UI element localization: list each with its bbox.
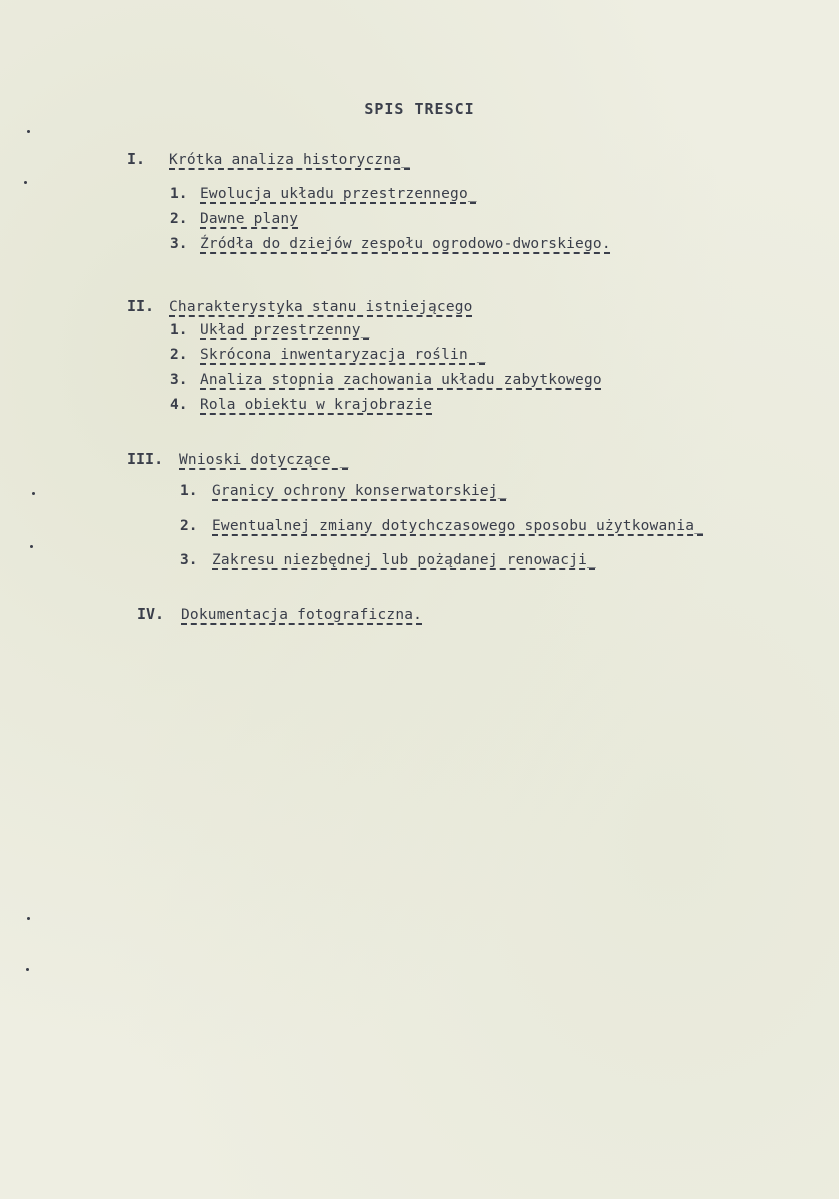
item-title: Skrócona inwentaryzacja roślin _	[200, 347, 486, 363]
section-numeral: I.	[127, 150, 146, 168]
item-title: Granicy ochrony konserwatorskiej_	[212, 483, 507, 499]
toc-item-2-2	[170, 347, 486, 363]
item-title: Rola obiektu w krajobrazie	[200, 397, 433, 413]
section-heading-2	[127, 297, 473, 315]
toc-item-2-4	[170, 397, 432, 413]
item-number: 3.	[170, 372, 188, 388]
margin-speck	[30, 545, 33, 548]
item-number: 1.	[170, 322, 188, 338]
toc-item-2-1	[170, 322, 370, 338]
margin-speck	[27, 130, 30, 133]
item-title: Układ przestrzenny_	[200, 322, 370, 338]
section-heading-3	[127, 450, 349, 468]
toc-item-1-1	[170, 186, 477, 202]
item-title: Analiza stopnia zachowania układu zabytkowego	[200, 372, 602, 388]
toc-item-3-2	[180, 518, 703, 534]
section-numeral: IV.	[137, 605, 165, 623]
item-title: Ewentualnej zmiany dotychczasowego sposobu użytkowania_	[212, 518, 704, 534]
section-heading-4	[137, 605, 422, 623]
toc-item-2-3	[170, 372, 602, 388]
toc-item-3-3	[180, 552, 596, 568]
margin-speck	[32, 492, 35, 495]
section-numeral: III.	[127, 450, 164, 468]
item-number: 1.	[180, 483, 198, 499]
margin-speck	[26, 968, 29, 971]
item-number: 2.	[170, 347, 188, 363]
toc-item-1-2	[170, 211, 298, 227]
section-title: Wnioski dotyczące _	[179, 452, 349, 468]
item-number: 3.	[180, 552, 198, 568]
margin-speck	[27, 917, 30, 920]
section-title: Dokumentacja fotograficzna.	[181, 607, 423, 623]
section-heading-1	[127, 150, 410, 168]
section-title: Charakterystyka stanu istniejącego	[169, 299, 473, 315]
item-title: Ewolucja układu przestrzennego_	[200, 186, 477, 202]
item-number: 3.	[170, 236, 188, 252]
section-numeral: II.	[127, 297, 155, 315]
toc-item-3-1	[180, 483, 507, 499]
item-number: 4.	[170, 397, 188, 413]
section-title: Krótka analiza historyczna_	[169, 152, 411, 168]
item-title: Zakresu niezbędnej lub pożądanej renowacji_	[212, 552, 596, 568]
toc-item-1-3	[170, 236, 611, 252]
item-number: 2.	[180, 518, 198, 534]
margin-speck	[24, 181, 27, 184]
item-number: 2.	[170, 211, 188, 227]
page-title: SPIS TRESCI	[364, 100, 475, 118]
item-number: 1.	[170, 186, 188, 202]
item-title: Dawne plany	[200, 211, 299, 227]
item-title: Źródła do dziejów zespołu ogrodowo-dworskiego.	[200, 236, 611, 252]
